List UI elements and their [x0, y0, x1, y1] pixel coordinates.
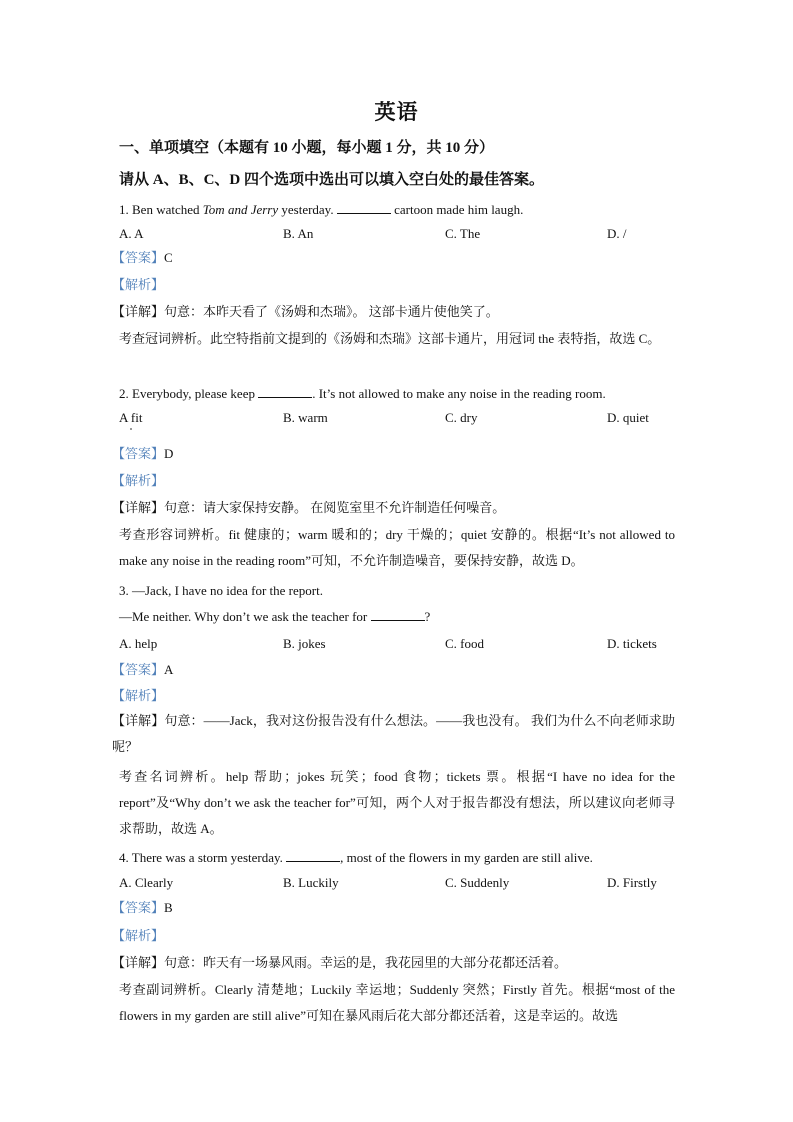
stem-text: , most of the flowers in my garden are still alive.: [340, 850, 593, 865]
question-2-explanation: 考查形容词辨析。fit 健康的；warm 暖和的；dry 干燥的；quiet 安静的。根据“It’s not allowed to make any noise in the reading room”可知，不允许制造噪音，要保持安静，故选 D。: [119, 527, 675, 568]
detail-text: 句意：昨天有一场暴风雨。幸运的是，我花园里的大部分花都还活着。: [164, 955, 568, 970]
question-1-answer: [112, 250, 173, 266]
question-4-answer: [112, 900, 173, 916]
question-1-option-b: B. An: [283, 226, 314, 241]
question-4-stem: [119, 850, 593, 866]
detail-tag: 【详解】: [112, 500, 165, 515]
question-2-analysis-tag: 【解析】: [112, 473, 165, 488]
stem-text: 1. Ben watched: [119, 202, 203, 217]
question-2-option-d: D. quiet: [607, 410, 649, 425]
stem-text: . It’s not allowed to make any noise in the reading room.: [312, 386, 606, 401]
question-3-stem-line-1: 3. —Jack, I have no idea for the report.: [119, 583, 323, 598]
question-3-answer: [112, 662, 173, 678]
question-3-explanation: 考查名词辨析。help 帮助；jokes 玩笑；food 食物；tickets 票。根据“I have no idea for the report”及“Why don’t we ask the teacher for”可知，两个人对于报告都没有想法，所以建议向老师寻求帮助，故选 A。: [119, 769, 675, 836]
question-4-detail: [112, 955, 567, 971]
question-3-detail: [112, 708, 675, 760]
instruction-text: 请从 A、B、C、D 四个选项中选出可以填入空白处的最佳答案。: [119, 172, 545, 188]
answer-tag: 【答案】: [112, 900, 165, 915]
question-1-option-d: D. /: [607, 226, 627, 241]
question-2-option-a: A fit: [119, 410, 143, 425]
answer-value: B: [164, 900, 173, 915]
question-3-option-b: B. jokes: [283, 636, 326, 651]
question-4-explanation: 考查副词辨析。Clearly 清楚地；Luckily 幸运地；Suddenly 突然；Firstly 首先。根据“most of the flowers in my garden are still alive”可知在暴风雨后花大部分都还活着，这是幸运的。故选: [119, 982, 675, 1023]
detail-tag: 【详解】: [112, 955, 165, 970]
question-2-answer: [112, 446, 173, 462]
answer-blank: [371, 609, 425, 621]
question-2-detail: [112, 500, 505, 516]
question-1-detail: [112, 304, 499, 320]
answer-tag: 【答案】: [112, 250, 165, 265]
answer-value: A: [164, 662, 174, 677]
question-1-option-a: A. A: [119, 226, 144, 241]
question-4-option-b: B. Luckily: [283, 875, 339, 890]
page-title: 英语: [374, 100, 419, 124]
question-3-stem-line-2: [119, 609, 430, 625]
detail-text: 句意：请大家保持安静。 在阅览室里不允许制造任何噪音。: [164, 500, 506, 515]
detail-text: 句意：——Jack，我对这份报告没有什么想法。——我也没有。 我们为什么不向老师求助呢？: [112, 713, 675, 754]
stem-text: yesterday.: [278, 202, 337, 217]
question-2-option-c: C. dry: [445, 410, 478, 425]
question-1-explanation: 考查冠词辨析。此空特指前文提到的《汤姆和杰瑞》这部卡通片，用冠词 the 表特指，故选 C。: [119, 331, 661, 346]
question-4-analysis-tag: 【解析】: [112, 928, 165, 943]
stem-text: 4. There was a storm yesterday.: [119, 850, 287, 865]
question-2-option-b: B. warm: [283, 410, 328, 425]
answer-tag: 【答案】: [112, 662, 165, 677]
section-heading: 一、单项填空（本题有 10 小题，每小题 1 分，共 10 分）: [119, 140, 495, 156]
stem-italic-title: Tom and Jerry: [202, 202, 279, 217]
stem-text: 2. Everybody, please keep: [119, 386, 259, 401]
stray-dot: [130, 428, 132, 430]
question-3-option-a: A. help: [119, 636, 158, 651]
question-1-stem: [119, 202, 523, 218]
question-4-option-d: D. Firstly: [607, 875, 657, 890]
answer-blank: [258, 386, 312, 398]
stem-text: —Me neither. Why don’t we ask the teacher for: [119, 609, 371, 624]
question-4-option-c: C. Suddenly: [445, 875, 510, 890]
stem-text: cartoon made him laugh.: [390, 202, 524, 217]
detail-tag: 【详解】: [112, 304, 165, 319]
stem-text: ?: [424, 609, 431, 624]
question-1-analysis-tag: 【解析】: [112, 277, 165, 292]
question-3-option-c: C. food: [445, 636, 484, 651]
question-1-option-c: C. The: [445, 226, 481, 241]
detail-text: 句意：本昨天看了《汤姆和杰瑞》。 这部卡通片使他笑了。: [164, 304, 499, 319]
answer-blank: [286, 850, 340, 862]
question-3-option-d: D. tickets: [607, 636, 657, 651]
detail-tag: 【详解】: [112, 713, 165, 728]
question-4-option-a: A. Clearly: [119, 875, 174, 890]
answer-value: C: [164, 250, 173, 265]
question-2-stem: [119, 386, 606, 402]
answer-value: D: [164, 446, 174, 461]
answer-blank: [337, 202, 391, 214]
answer-tag: 【答案】: [112, 446, 165, 461]
question-3-analysis-tag: 【解析】: [112, 688, 165, 703]
